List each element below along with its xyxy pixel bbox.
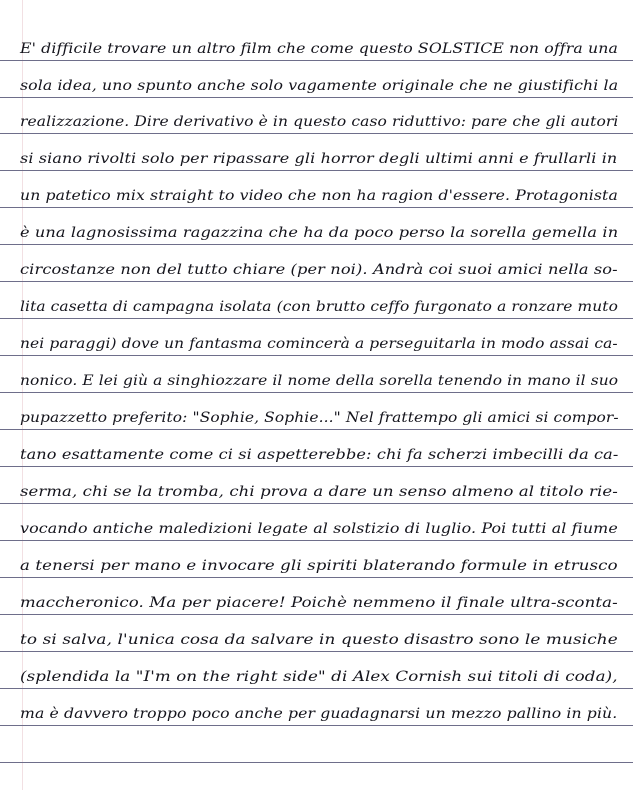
text-line: E' difficile trovare un altro film che come questo SOLSTICE non offra una xyxy=(20,41,618,57)
text-line: è una lagnosissima ragazzina che ha da poco perso la sorella gemella in xyxy=(20,225,619,241)
text-line: ma è davvero troppo poco anche per guadagnarsi un mezzo pallino in più. xyxy=(20,706,618,722)
text-line: sola idea, uno spunto anche solo vagamente originale che ne giustifichi la xyxy=(20,78,619,94)
text-line: a tenersi per mano e invocare gli spiriti blaterando formule in etrusco xyxy=(20,558,618,574)
text-line: si siano rivolti solo per ripassare gli horror degli ultimi anni e frullarli in xyxy=(20,151,618,167)
ruled-line xyxy=(0,60,633,61)
ruled-line xyxy=(0,97,633,98)
text-line: nei paraggi) dove un fantasma comincerà a perseguitarla in modo assai ca- xyxy=(20,336,618,352)
ruled-line xyxy=(0,244,633,245)
ruled-line xyxy=(0,614,633,615)
ruled-line xyxy=(0,503,633,504)
ruled-line xyxy=(0,577,633,578)
ruled-line xyxy=(0,170,633,171)
text-line: maccheronico. Ma per piacere! Poichè nemmeno il finale ultra-sconta- xyxy=(20,595,618,611)
text-line: to si salva, l'unica cosa da salvare in questo disastro sono le musiche xyxy=(20,632,618,648)
ruled-line xyxy=(0,466,633,467)
text-line: circostanze non del tutto chiare (per noi). Andrà coi suoi amici nella so- xyxy=(20,262,618,278)
text-line: (splendida la "I'm on the right side" di Alex Cornish sui titoli di coda), xyxy=(20,669,618,685)
ruled-line xyxy=(0,281,633,282)
text-line: pupazzetto preferito: "Sophie, Sophie..." Nel frattempo gli amici si compor- xyxy=(20,410,619,426)
text-line: realizzazione. Dire derivativo è in questo caso riduttivo: pare che gli autori xyxy=(20,114,619,130)
text-line: un patetico mix straight to video che non ha ragion d'essere. Protagonista xyxy=(20,188,618,204)
text-line: lita casetta di campagna isolata (con brutto ceffo furgonato a ronzare muto xyxy=(20,299,618,315)
text-line: tano esattamente come ci si aspetterebbe: chi fa scherzi imbecilli da ca- xyxy=(20,447,619,463)
ruled-line xyxy=(0,392,633,393)
ruled-line xyxy=(0,133,633,134)
ruled-line xyxy=(0,207,633,208)
ruled-line xyxy=(0,355,633,356)
ruled-line xyxy=(0,318,633,319)
ruled-line xyxy=(0,540,633,541)
text-line: serma, chi se la tromba, chi prova a dare un senso almeno al titolo rie- xyxy=(20,484,618,500)
ruled-line xyxy=(0,688,633,689)
ruled-line xyxy=(0,429,633,430)
text-line: nonico. E lei giù a singhiozzare il nome della sorella tenendo in mano il suo xyxy=(20,373,619,389)
ruled-line xyxy=(0,651,633,652)
text-line: vocando antiche maledizioni legate al solstizio di luglio. Poi tutti al fiume xyxy=(20,521,618,537)
ruled-line xyxy=(0,762,633,763)
ruled-line xyxy=(0,725,633,726)
